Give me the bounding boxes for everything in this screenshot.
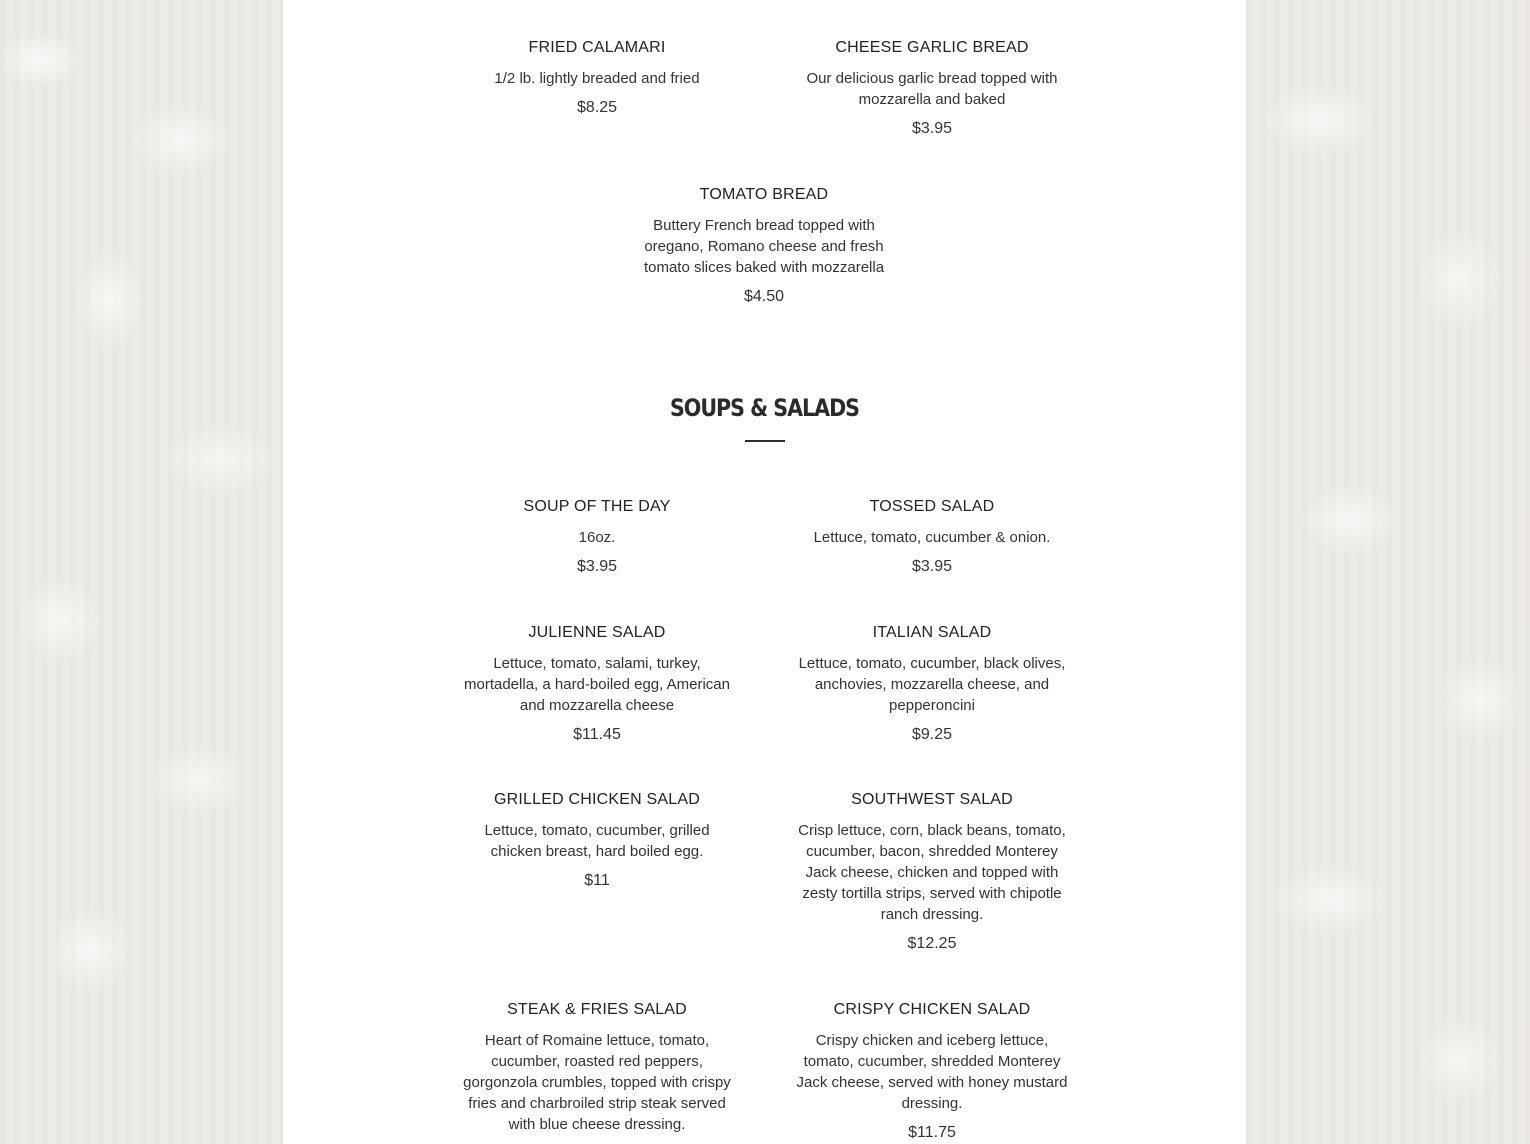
menu-item-name: STEAK & FRIES SALAD xyxy=(507,1001,687,1018)
menu-item-price: $9.25 xyxy=(911,726,953,743)
menu-item-name: SOUTHWEST SALAD xyxy=(851,791,1013,808)
menu-item-tomato-bread xyxy=(636,185,892,308)
menu-item-description: Buttery French bread topped with oregano, Romano cheese and fresh tomato slices baked with mozzarella xyxy=(643,217,885,276)
menu-item-price: $12.25 xyxy=(907,935,957,952)
menu-item-price: $11 xyxy=(584,872,610,889)
menu-item-fried-calamari xyxy=(456,38,738,119)
menu-item-southwest-salad xyxy=(791,790,1073,955)
menu-item-price: $3.95 xyxy=(576,558,618,575)
menu-item-price: $4.50 xyxy=(743,288,785,305)
menu-item-crispy-chicken-salad xyxy=(791,1000,1073,1144)
section-divider xyxy=(745,440,785,442)
menu-item-name: CHEESE GARLIC BREAD xyxy=(835,39,1029,56)
menu-item-name: ITALIAN SALAD xyxy=(872,624,992,641)
menu-item-grilled-chicken-salad xyxy=(476,790,718,892)
menu-item-steak-fries-salad xyxy=(456,1000,738,1143)
menu-item-cheese-garlic-bread xyxy=(796,38,1068,140)
menu-item-price: $8.25 xyxy=(576,99,618,116)
menu-panel xyxy=(283,0,1246,1144)
menu-item-price: $11.45 xyxy=(573,726,621,743)
menu-item-name: CRISPY CHICKEN SALAD xyxy=(833,1001,1031,1018)
menu-item-name: GRILLED CHICKEN SALAD xyxy=(493,791,701,808)
menu-item-description: Lettuce, tomato, cucumber, black olives, anchovies, mozzarella cheese, and pepperoncini xyxy=(798,655,1066,714)
menu-item-description: 16oz. xyxy=(578,529,616,546)
section-title: SOUPS & SALADS xyxy=(669,394,860,422)
menu-item-soup-of-the-day xyxy=(456,497,738,578)
menu-item-description: Heart of Romaine lettuce, tomato, cucumber, roasted red peppers, gorgonzola crumbles, topped with crispy fries and charbroiled strip steak served with blue cheese dressing. xyxy=(463,1032,731,1133)
menu-item-name: TOMATO BREAD xyxy=(699,186,829,203)
menu-item-price: $3.95 xyxy=(911,558,953,575)
menu-item-italian-salad xyxy=(791,623,1073,746)
menu-item-description: 1/2 lb. lightly breaded and fried xyxy=(494,70,700,87)
menu-item-name: SOUP OF THE DAY xyxy=(523,498,671,515)
menu-item-description: Crispy chicken and iceberg lettuce, tomato, cucumber, shredded Monterey Jack cheese, served with honey mustard dressing. xyxy=(796,1032,1068,1112)
menu-item-name: JULIENNE SALAD xyxy=(528,624,666,641)
menu-item-julienne-salad xyxy=(456,623,738,746)
menu-item-price: $3.95 xyxy=(911,120,953,137)
menu-item-price: $11.75 xyxy=(908,1124,956,1141)
menu-item-description: Lettuce, tomato, salami, turkey, mortadella, a hard-boiled egg, American and mozzarella cheese xyxy=(464,655,730,714)
menu-item-description: Lettuce, tomato, cucumber, grilled chicken breast, hard boiled egg. xyxy=(484,822,710,860)
menu-item-description: Lettuce, tomato, cucumber & onion. xyxy=(813,529,1051,546)
menu-item-description: Our delicious garlic bread topped with mozzarella and baked xyxy=(806,70,1058,108)
menu-item-name: FRIED CALAMARI xyxy=(528,39,666,56)
menu-item-name: TOSSED SALAD xyxy=(869,498,995,515)
menu-item-description: Crisp lettuce, corn, black beans, tomato, cucumber, bacon, shredded Monterey Jack cheese, chicken and topped with zesty tortilla strips, served with chipotle ranch dressing. xyxy=(798,822,1066,923)
menu-item-tossed-salad xyxy=(791,497,1073,578)
